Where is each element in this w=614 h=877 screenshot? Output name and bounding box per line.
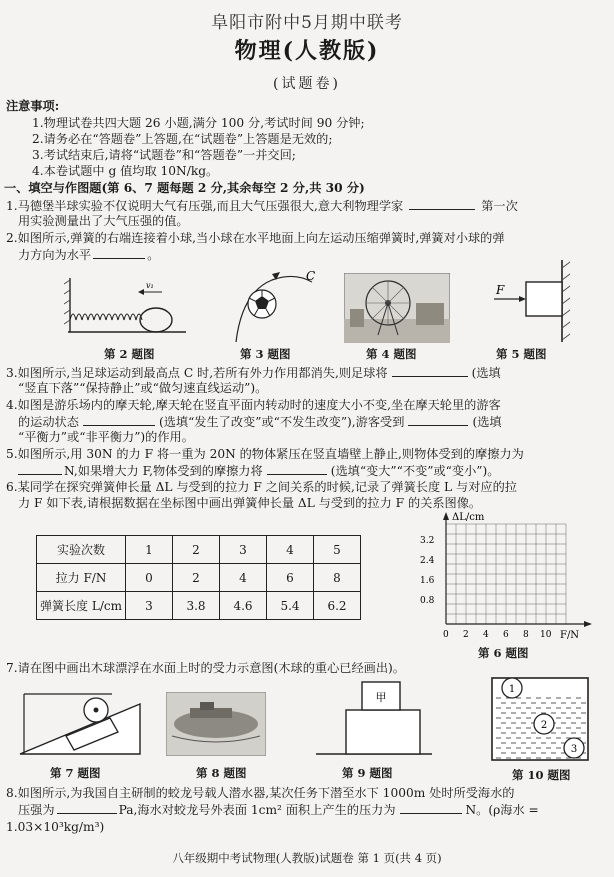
q4-text-d: (选填: [472, 415, 502, 429]
q5-text-b: N,如果增大力 F,物体受到的摩擦力将: [64, 464, 263, 478]
table-cell: 3: [126, 592, 173, 620]
table-cell: 3.8: [173, 592, 220, 620]
block-wall-figure: [484, 258, 574, 344]
fig2-caption: 第 2 题图: [104, 347, 155, 361]
q8-text-b: 压强为: [18, 803, 55, 817]
q3-text-b: (选填: [471, 366, 501, 380]
fig5-caption: 第 5 题图: [496, 347, 547, 361]
y-tick-label: 2.4: [420, 556, 435, 566]
question-4-line2: [18, 414, 502, 430]
question-3-line1: [6, 365, 501, 381]
question-1-line2: 用实验测量出了大气压强的值。: [18, 214, 189, 228]
table-header-cell: 实验次数: [37, 536, 126, 564]
question-8-line1: 8.如图所示,为我国自主研制的蛟龙号载人潜水器,某次任务下潜至水下 1000m 处时所受海水的: [6, 786, 515, 800]
answer-blank[interactable]: [57, 802, 117, 814]
velocity-label: v₁: [146, 281, 154, 290]
table-header-cell: 4: [267, 536, 314, 564]
table-cell: 6: [267, 564, 314, 592]
fig3-caption: 第 3 题图: [240, 347, 291, 361]
question-6-line2: 力 F 如下表,请根据数据在坐标图中画出弹簧伸长量 ΔL 与受到的拉力 F 的关系图像。: [18, 496, 482, 510]
fig9-caption: 第 9 题图: [342, 766, 393, 780]
note-item: 4.本卷试题中 g 值均取 10N/kg。: [32, 164, 219, 178]
x-tick-label: 4: [483, 630, 489, 640]
spring-ball-figure: [62, 268, 190, 340]
x-tick-label: 8: [523, 630, 529, 640]
question-6-line1: 6.某同学在探究弹簧伸长量 ΔL 与受到的拉力 F 之间关系的时候,记录了弹簧长度 L 与对应的拉: [6, 480, 517, 494]
ball-label: 3: [570, 744, 578, 755]
football-figure: [232, 262, 322, 346]
table-cell: 8: [314, 564, 361, 592]
x-tick-label: 0: [443, 630, 449, 640]
point-c-label: C: [306, 269, 316, 283]
y-tick-label: 1.6: [420, 576, 435, 586]
q5-text-c: (选填“变大”“不变”或“变小”)。: [330, 464, 500, 478]
table-header-cell: 5: [314, 536, 361, 564]
answer-blank[interactable]: [83, 414, 155, 426]
table-cell: 4: [220, 564, 267, 592]
table-row: [37, 536, 361, 564]
question-4-line3: “平衡力”或“非平衡力”)的作用。: [18, 430, 194, 444]
notes-title: 注意事项:: [6, 99, 60, 113]
note-item: 1.物理试卷共四大题 26 小题,满分 100 分,考试时间 90 分钟;: [32, 116, 365, 130]
answer-blank[interactable]: [400, 802, 462, 814]
experiment-table: [36, 535, 361, 620]
x-axis-label: F/N: [560, 630, 580, 641]
question-5-line1: 5.如图所示,用 30N 的力 F 将一重为 20N 的物体紧压在竖直墙壁上静止,则物体受到的摩擦力为: [6, 447, 524, 461]
question-8-line3: 1.03×10³kg/m³): [6, 820, 105, 834]
answer-blank[interactable]: [18, 463, 62, 475]
question-8-line2: [18, 802, 539, 818]
question-4-line1: 4.如图是游乐场内的摩天轮,摩天轮在竖直平面内转动时的速度大小不变,坐在摩天轮里的游客: [6, 398, 501, 412]
table-row-label: 拉力 F/N: [37, 564, 126, 592]
q4-text-c: (选填“发生了改变”或“不发生改变”),游客受到: [158, 415, 405, 429]
y-axis-label: ΔL/cm: [452, 512, 485, 523]
table-cell: 4.6: [220, 592, 267, 620]
x-tick-label: 6: [503, 630, 509, 640]
table-header-cell: 1: [126, 536, 173, 564]
submarine-photo: [166, 692, 266, 756]
stacked-blocks-figure: [314, 680, 434, 760]
fig4-caption: 第 4 题图: [366, 347, 417, 361]
ball-label: 1: [508, 684, 516, 695]
table-row: [37, 592, 361, 620]
x-tick-label: 2: [463, 630, 469, 640]
force-label: F: [496, 283, 505, 297]
coordinate-grid[interactable]: [418, 510, 598, 642]
q2-text-c: 。: [147, 248, 160, 262]
container-balls-figure: [484, 674, 594, 764]
table-row-label: 弹簧长度 L/cm: [37, 592, 126, 620]
question-7: 7.请在图中画出木球漂浮在水面上时的受力示意图(木球的重心已经画出)。: [6, 661, 405, 675]
block-jia-label: 甲: [375, 691, 387, 704]
y-tick-label: 3.2: [420, 536, 435, 546]
q8-text-d: N。(ρ海水 =: [465, 803, 539, 817]
table-row: [37, 564, 361, 592]
question-5-line2: [18, 463, 499, 479]
question-2-line2: [18, 247, 159, 263]
table-cell: 0: [126, 564, 173, 592]
school-title: 阜阳市附中5月期中联考: [211, 13, 403, 33]
q1-text-a: 1.马德堡半球实验不仅说明大气有压强,而且大气压强很大,意大利物理学家: [6, 199, 404, 213]
question-2-line1: 2.如图所示,弹簧的右端连接着小球,当小球在水平地面上向左运动压缩弹簧时,弹簧对小球的弹: [6, 231, 505, 245]
ferris-wheel-photo: [344, 273, 450, 343]
q4-text-b: 的运动状态: [18, 415, 79, 429]
table-header-cell: 3: [220, 536, 267, 564]
answer-blank[interactable]: [409, 198, 475, 210]
q2-text-b: 力方向为水平: [18, 248, 92, 262]
fig7-caption: 第 7 题图: [50, 766, 101, 780]
table-header-cell: 2: [173, 536, 220, 564]
table-cell: 2: [173, 564, 220, 592]
q8-text-c: Pa,海水对蛟龙号外表面 1cm² 面积上产生的压力为: [118, 803, 396, 817]
note-item: 2.请务必在“答题卷”上答题,在“试题卷”上答题是无效的;: [32, 132, 333, 146]
ball-label: 2: [540, 720, 548, 731]
y-tick-label: 0.8: [420, 596, 435, 606]
incline-figure[interactable]: [14, 680, 146, 760]
section-title: 一、填空与作图题(第 6、7 题每题 2 分,其余每空 2 分,共 30 分): [4, 181, 365, 195]
q1-text-b: 第一次: [481, 199, 518, 213]
question-1-line1: [6, 198, 518, 214]
answer-blank[interactable]: [408, 414, 468, 426]
answer-blank[interactable]: [267, 463, 327, 475]
note-item: 3.考试结束后,请将“试题卷”和“答题卷”一并交回;: [32, 148, 296, 162]
subject-title: 物理(人教版): [234, 38, 380, 64]
question-3-line2: “竖直下落”“保持静止”或“做匀速直线运动”)。: [18, 381, 268, 395]
answer-blank[interactable]: [93, 247, 145, 259]
page-footer: 八年级期中考试物理(人教版)试题卷 第 1 页(共 4 页): [172, 851, 442, 865]
fig8-caption: 第 8 题图: [196, 766, 247, 780]
answer-blank[interactable]: [392, 365, 468, 377]
paper-type: (试题卷): [273, 76, 341, 92]
table-cell: 6.2: [314, 592, 361, 620]
table-cell: 5.4: [267, 592, 314, 620]
x-tick-label: 10: [540, 630, 552, 640]
fig6-caption: 第 6 题图: [478, 646, 529, 660]
q3-text-a: 3.如图所示,当足球运动到最高点 C 时,若所有外力作用都消失,则足球将: [6, 366, 388, 380]
fig10-caption: 第 10 题图: [512, 768, 571, 782]
